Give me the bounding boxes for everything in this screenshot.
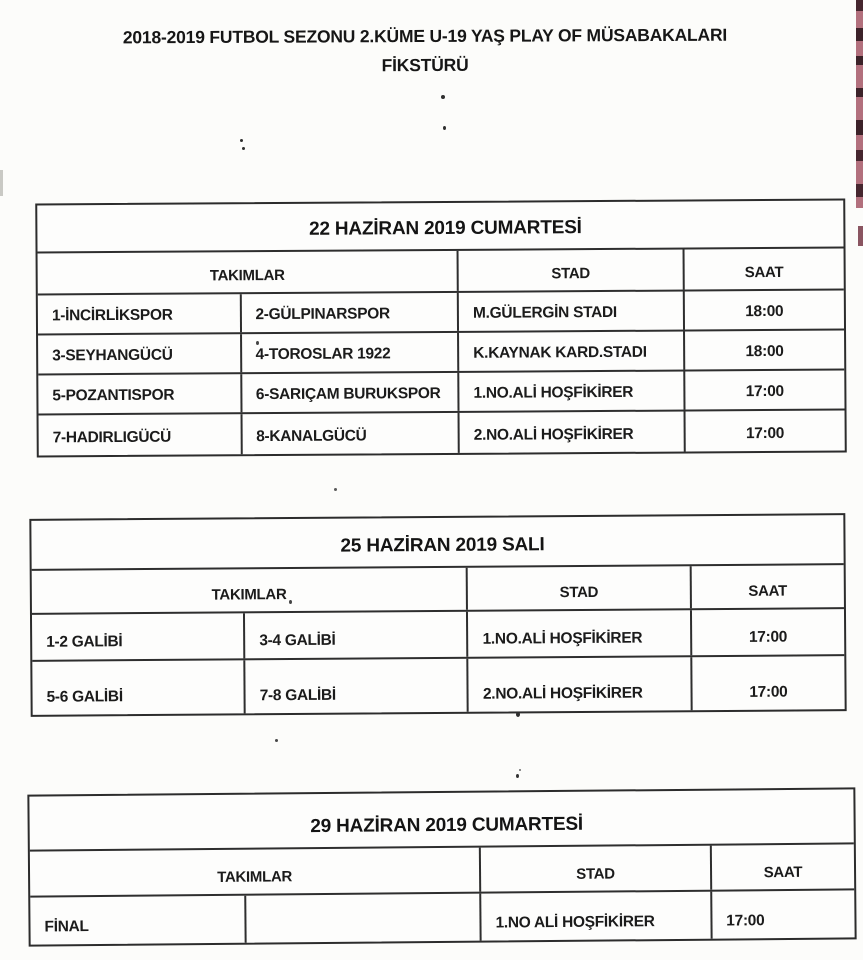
column-header-takimlar: TAKIMLAR	[209, 266, 285, 285]
time-cell: 17:00	[690, 656, 845, 710]
column-header-takimlar: TAKIMLAR	[217, 868, 293, 886]
stadium-cell: 2.NO.ALİ HOŞFİKİRER	[467, 657, 691, 712]
document-title-line2: FİKSTÜRÜ	[381, 54, 469, 76]
scan-edge-artifact-dash	[856, 184, 863, 197]
fixture-table-25-haziran	[29, 513, 846, 717]
column-header-stad: STAD	[466, 566, 690, 610]
team2-cell: 8-KANALGÜCÜ	[240, 413, 458, 454]
team1-cell: 1-2 GALİBİ	[46, 633, 123, 651]
fixture-row	[38, 369, 844, 414]
scan-noise-dot	[334, 488, 337, 491]
team2-cell: 4-TOROSLAR 1922	[240, 333, 458, 372]
stadium-cell: 2.NO.ALİ HOŞFİKİRER	[458, 412, 684, 453]
team1-cell: 5-POZANTISPOR	[52, 386, 175, 405]
team1-cell: 5-6 GALİBİ	[46, 688, 123, 706]
scan-noise-dot	[441, 95, 445, 99]
team2-cell: 7-8 GALİBİ	[243, 659, 467, 714]
scan-edge-artifact-dash	[856, 120, 863, 135]
table-date-title: 29 HAZİRAN 2019 CUMARTESİ	[310, 813, 584, 838]
fixture-table-29-haziran	[27, 787, 856, 946]
fixture-table-22-haziran	[35, 199, 847, 458]
stadium-cell: K.KAYNAK KARD.STADI	[457, 332, 683, 371]
fixture-row	[32, 607, 844, 660]
stadium-cell: 1.NO.ALİ HOŞFİKİRER	[457, 372, 683, 411]
scan-edge-artifact-dash	[856, 150, 863, 161]
scan-edge-artifact-dash	[856, 56, 863, 65]
team1-cell: 3-SEYHANGÜCÜ	[52, 346, 173, 365]
column-header-takimlar: TAKIMLAR	[211, 586, 287, 604]
team1-cell: 1-İNCİRLİKSPOR	[51, 306, 173, 325]
scan-noise-dot	[242, 147, 245, 150]
team2-cell: 3-4 GALİBİ	[243, 612, 467, 659]
time-cell: 17:00	[710, 890, 855, 938]
column-header-saat: SAAT	[710, 844, 855, 889]
fixture-row	[39, 409, 845, 456]
time-cell: 18:00	[683, 291, 844, 330]
stadium-cell: 1.NO.ALİ HOŞFİKİRER	[466, 610, 690, 657]
column-header-stad: STAD	[479, 846, 710, 892]
team1-cell: 7-HADIRLIGÜCÜ	[52, 428, 172, 447]
scan-noise-dot	[516, 774, 519, 778]
document-title	[70, 20, 780, 81]
scan-noise-dot	[443, 126, 446, 130]
scan-noise-dot	[275, 739, 278, 742]
table-date-title: 25 HAZİRAN 2019 SALI	[340, 534, 545, 557]
document-title-line1: 2018-2019 FUTBOL SEZONU 2.KÜME U-19 YAŞ PLAY OF MÜSABAKALARI	[122, 24, 728, 48]
team2-cell: 2-GÜLPINARSPOR	[239, 293, 457, 332]
table-date-title: 22 HAZİRAN 2019 CUMARTESİ	[308, 217, 582, 240]
scan-edge-artifact-dash	[858, 226, 863, 246]
scan-edge-artifact-dash	[856, 0, 863, 11]
column-header-saat: SAAT	[682, 249, 843, 290]
stadium-cell: M.GÜLERGİN STADI	[457, 292, 683, 331]
team2-cell: 6-SARIÇAM BURUKSPOR	[240, 373, 458, 412]
fixture-row	[38, 289, 844, 334]
scan-edge-artifact-dash	[856, 28, 863, 41]
column-header-saat: SAAT	[689, 565, 844, 608]
time-cell: 17:00	[683, 371, 844, 410]
fixture-row	[32, 654, 844, 715]
team1-cell-final: FİNAL	[44, 918, 89, 936]
time-cell: 18:00	[683, 331, 844, 370]
time-cell: 17:00	[683, 411, 844, 452]
scan-noise-dot	[240, 139, 243, 142]
time-cell: 17:00	[690, 609, 845, 655]
scan-noise-dot	[256, 341, 259, 345]
scan-noise-dot	[519, 769, 521, 771]
scan-edge-artifact-dash	[856, 88, 863, 97]
fixture-row	[38, 329, 844, 374]
fixture-row	[30, 888, 854, 944]
stadium-cell: 1.NO ALİ HOŞFİKİRER	[479, 892, 710, 941]
column-header-stad: STAD	[457, 250, 683, 291]
scan-noise-dot	[289, 600, 292, 604]
team2-cell-empty	[244, 894, 479, 943]
scan-left-smudge	[0, 170, 3, 196]
scan-noise-dot	[516, 712, 520, 717]
